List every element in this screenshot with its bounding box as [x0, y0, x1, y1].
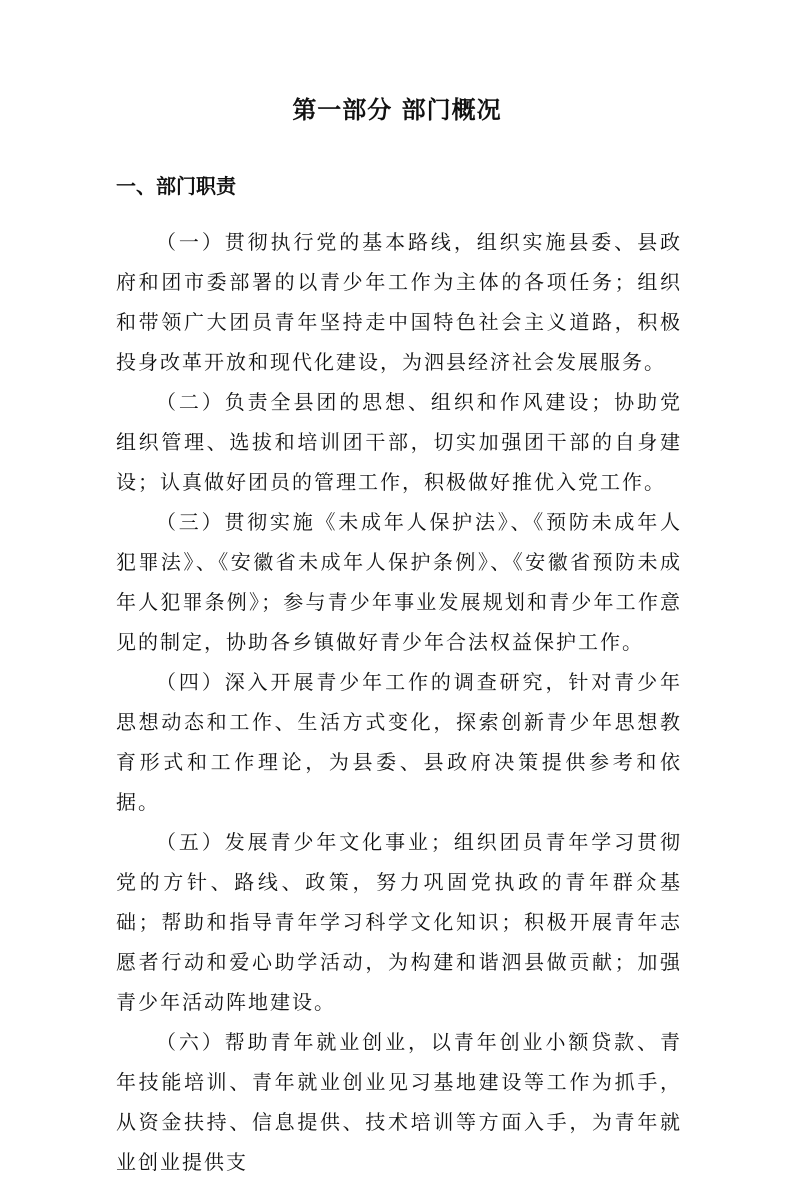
paragraph-2: （二）负责全县团的思想、组织和作风建设；协助党组织管理、选拔和培训团干部，切实加强团干部的自身建设；认真做好团员的管理工作，积极做好推优入党工作。 — [116, 390, 682, 494]
paragraph-1: （一）贯彻执行党的基本路线，组织实施县委、县政府和团市委部署的以青少年工作为主体的各项任务；组织和带领广大团员青年坚持走中国特色社会主义道路，积极投身改革开放和现代化建设，为泗县经济社会发展服务。 — [116, 230, 682, 374]
section-heading: 一、部门职责 — [116, 174, 236, 198]
page-title: 第一部分 部门概况 — [292, 96, 502, 124]
paragraph-6: （六）帮助青年就业创业，以青年创业小额贷款、青年技能培训、青年就业创业见习基地建设等工作为抓手，从资金扶持、信息提供、技术培训等方面入手，为青年就业创业提供支 — [116, 1030, 682, 1174]
body-text — [116, 222, 682, 1182]
paragraph-3: （三）贯彻实施《未成年人保护法》、《预防未成年人犯罪法》、《安徽省未成年人保护条例》、《安徽省预防未成年人犯罪条例》；参与青少年事业发展规划和青少年工作意见的制定，协助各乡镇做好青少年合法权益保护工作。 — [116, 510, 682, 654]
paragraph-5: （五）发展青少年文化事业；组织团员青年学习贯彻党的方针、路线、政策，努力巩固党执政的青年群众基础；帮助和指导青年学习科学文化知识；积极开展青年志愿者行动和爱心助学活动，为构建和谐泗县做贡献；加强青少年活动阵地建设。 — [116, 830, 682, 1014]
paragraph-4: （四）深入开展青少年工作的调查研究，针对青少年思想动态和工作、生活方式变化，探索创新青少年思想教育形式和工作理论，为县委、县政府决策提供参考和依据。 — [116, 670, 682, 814]
